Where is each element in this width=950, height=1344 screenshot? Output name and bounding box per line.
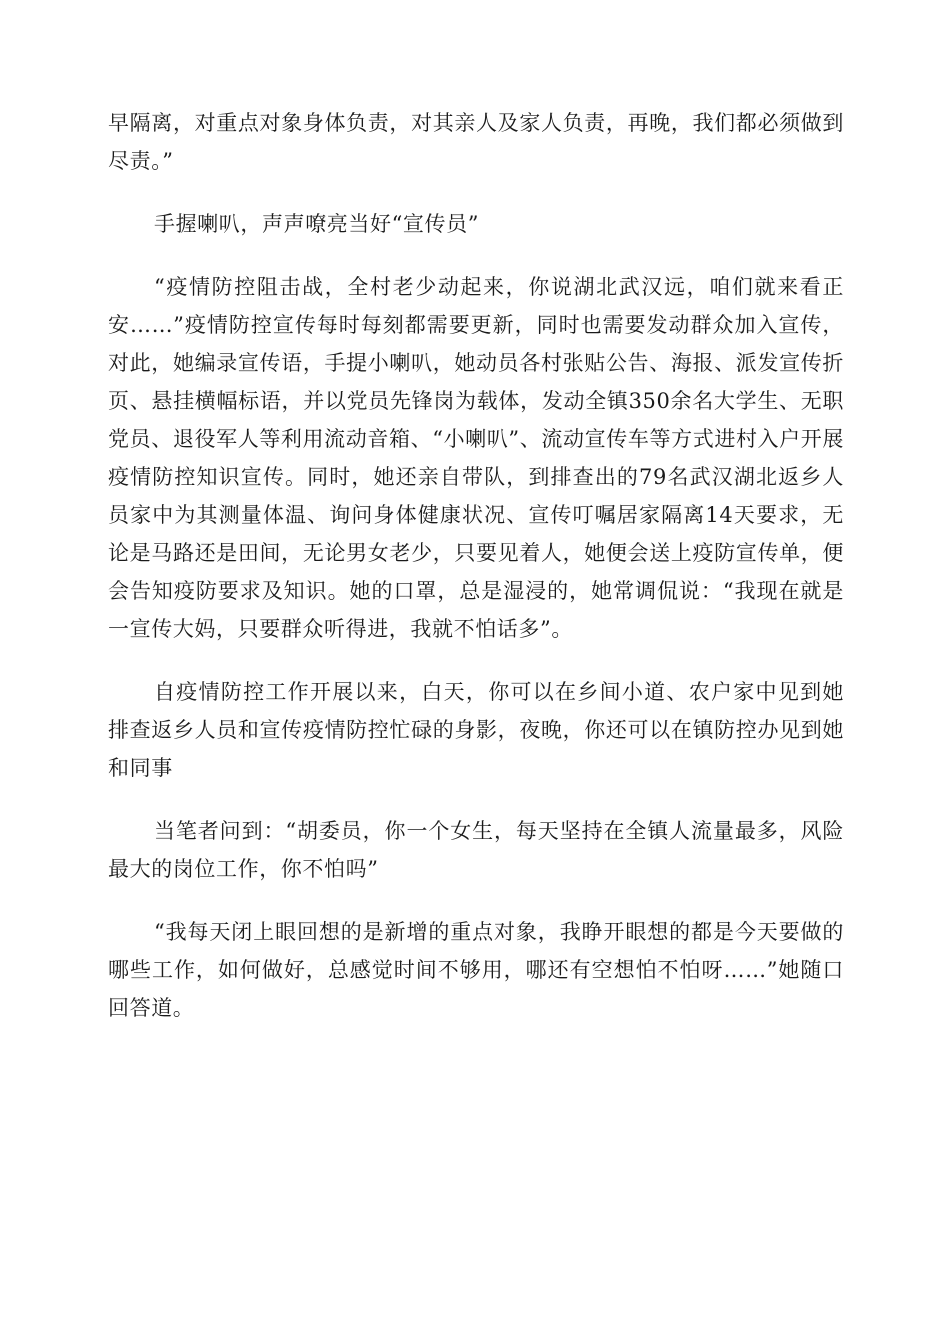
section-heading: 手握喇叭，声声嘹亮当好“宣传员” xyxy=(154,212,480,236)
paragraph-daily-work: 自疫情防控工作开展以来，白天，你可以在乡间小道、农户家中见到她排查返乡人员和宣传疫情防控忙碌的身影，夜晚，你还可以在镇防控办见到她和同事 xyxy=(108,680,844,780)
paragraph-question: 当笔者问到：“胡委员，你一个女生，每天坚持在全镇人流量最多，风险最大的岗位工作，你不怕吗” xyxy=(108,819,844,881)
paragraph-continuation: 早隔离，对重点对象身体负责，对其亲人及家人负责，再晚，我们都必须做到尽责。” xyxy=(108,111,844,173)
paragraph-answer: “我每天闭上眼回想的是新增的重点对象，我睁开眼想的都是今天要做的哪些工作，如何做好，总感觉时间不够用，哪还有空想怕不怕呀……”她随口回答道。 xyxy=(108,920,844,1020)
paragraph-propaganda: “疫情防控阻击战，全村老少动起来，你说湖北武汉远，咱们就来看正安……”疫情防控宣传每时每刻都需要更新，同时也需要发动群众加入宣传，对此，她编录宣传语，手提小喇叭，她动员各村张贴公告、海报、派发宣传折页、悬挂横幅标语，并以党员先锋岗为载体，发动全镇350余名大学生、无职党员、退役军人等利用流动音箱、“小喇叭”、流动宣传车等方式进村入户开展疫情防控知识宣传。同时，她还亲自带队，到排查出的79名武汉湖北返乡人员家中为其测量体温、询问身体健康状况、宣传叮嘱居家隔离14天要求，无论是马路还是田间，无论男女老少，只要见着人，她便会送上疫防宣传单，便会告知疫防要求及知识。她的口罩，总是湿浸的，她常调侃说：“我现在就是一宣传大妈，只要群众听得进，我就不怕话多”。 xyxy=(108,275,844,641)
body-text xyxy=(108,104,844,1052)
